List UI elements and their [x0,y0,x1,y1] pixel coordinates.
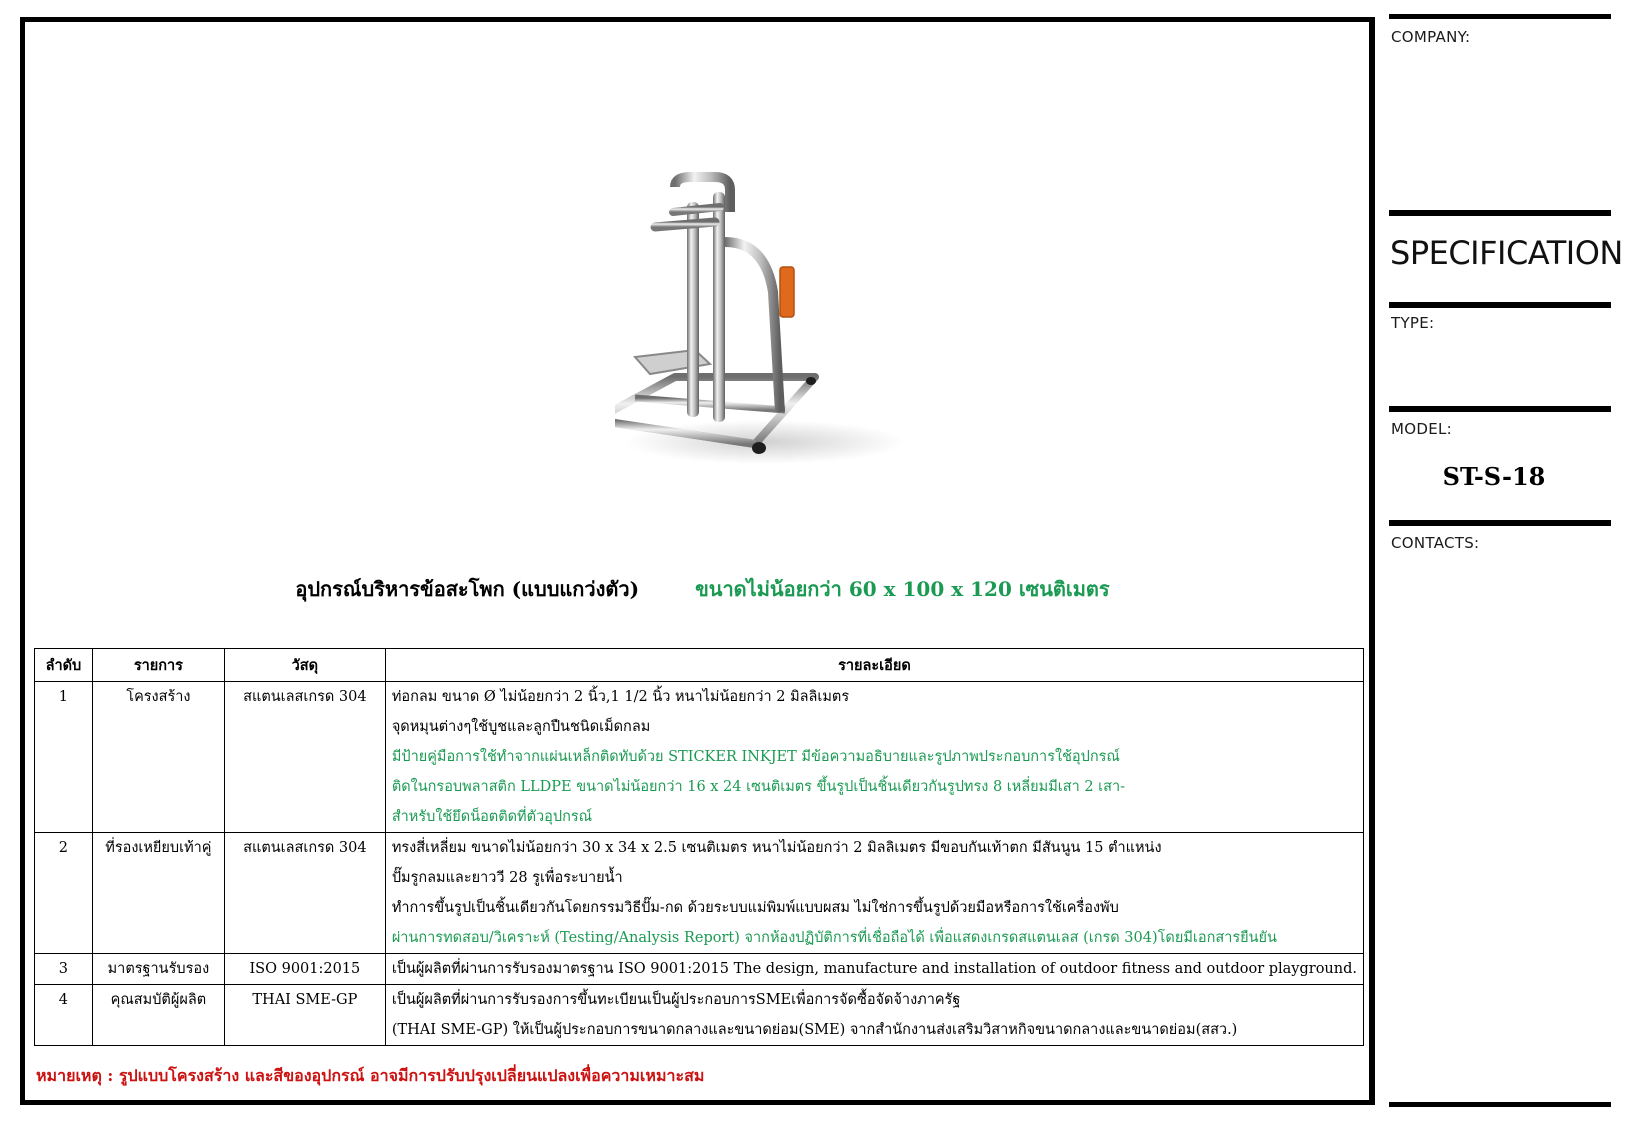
row-detail [385,954,1363,985]
spec-sidebar [1389,0,1623,1125]
row-item: โครงสร้าง [92,682,224,833]
row-no: 3 [35,954,93,985]
sidebar-divider [1389,14,1611,19]
row-material: สแตนเลสเกรด 304 [224,833,385,954]
row-material: THAI SME-GP [224,985,385,1046]
header-material: วัสดุ [224,649,385,682]
spec-table [34,648,1364,1046]
detail-line: จุดหมุนต่างๆใช้บูชและลูกปืนชนิดเม็ดกลม [391,719,651,735]
row-item: ที่รองเหยียบเท้าคู่ [92,833,224,954]
type-label: TYPE: [1391,314,1435,332]
detail-line: มีป้ายคู่มือการใช้ทำจากแผ่นเหล็กติดทับด้วย STICKER INKJET มีข้อความอธิบายและรูปภาพประกอบการใช้อุปกรณ์ [391,749,1120,765]
detail-line: ปั๊มรูกลมและยาววี 28 รูเพื่อระบายน้ำ [391,870,623,886]
sidebar-divider [1389,520,1611,526]
header-item: รายการ [92,649,224,682]
table-header-row [35,649,1364,682]
row-detail [385,985,1363,1046]
product-size: ขนาดไม่น้อยกว่า 60 x 100 x 120 เซนติเมตร [695,577,1110,601]
product-name: อุปกรณ์บริหารข้อสะโพก (แบบแกว่งตัว) [295,577,640,601]
row-material: สแตนเลสเกรด 304 [224,682,385,833]
row-material: ISO 9001:2015 [224,954,385,985]
detail-line: ผ่านการทดสอบ/วิเคราะห์ (Testing/Analysis Report) จากห้องปฏิบัติการที่เชื่อถือได้ เพื่อแสดงเกรดสแตนเลส (เกรด 304)โดยมีเอกสารยืนยัน [391,930,1277,946]
table-row [35,682,1364,833]
table-row [35,985,1364,1046]
company-label: COMPANY: [1391,28,1471,46]
sidebar-divider [1389,210,1611,216]
detail-line: เป็นผู้ผลิตที่ผ่านการรับรองการขึ้นทะเบียนเป็นผู้ประกอบการSMEเพื่อการจัดซื้อจัดจ้างภาครัฐ [391,992,961,1008]
detail-line: ท่อกลม ขนาด Ø ไม่น้อยกว่า 2 นิ้ว,1 1/2 นิ้ว หนาไม่น้อยกว่า 2 มิลลิเมตร [391,689,850,705]
table-row [35,833,1364,954]
product-image [615,172,915,472]
row-no: 1 [35,682,93,833]
row-detail [385,682,1363,833]
sidebar-divider [1389,1102,1611,1107]
sidebar-divider [1389,406,1611,412]
detail-line: เป็นผู้ผลิตที่ผ่านการรับรองมาตรฐาน ISO 9001:2015 The design, manufacture and installation of outdoor fitness and outdoor playground. [391,961,1357,977]
remark-note: หมายเหตุ : รูปแบบโครงสร้าง และสีของอุปกรณ์ อาจมีการปรับปรุงเปลี่ยนแปลงเพื่อความเหมาะสม [36,1066,705,1085]
specification-title: SPECIFICATION [1390,234,1623,272]
row-item: คุณสมบัติผู้ผลิต [92,985,224,1046]
sidebar-divider [1389,302,1611,308]
detail-line: สำหรับใช้ยึดน็อตติดที่ตัวอุปกรณ์ [391,809,593,825]
product-caption [25,573,1380,605]
contacts-label: CONTACTS: [1391,534,1480,552]
model-value: ST-S-18 [1442,462,1546,491]
row-no: 2 [35,833,93,954]
header-detail: รายละเอียด [385,649,1363,682]
detail-line: ทำการขึ้นรูปเป็นชิ้นเดียวกันโดยกรรมวิธีปั๊ม-กด ด้วยระบบแม่พิมพ์แบบผสม ไม่ใช่การขึ้นรูปด้วยมือหรือการใช้เครื่องพับ [391,900,1119,916]
row-detail [385,833,1363,954]
detail-line: ติดในกรอบพลาสติก LLDPE ขนาดไม่น้อยกว่า 16 x 24 เซนติเมตร ขึ้นรูปเป็นชิ้นเดียวกันรูปทรง 8 เหลี่ยมมีเสา 2 เสา- [391,779,1126,795]
row-no: 4 [35,985,93,1046]
row-item: มาตรฐานรับรอง [92,954,224,985]
header-no: ลำดับ [35,649,93,682]
table-row [35,954,1364,985]
detail-line: (THAI SME-GP) ให้เป็นผู้ประกอบการขนาดกลางและขนาดย่อม(SME) จากสำนักงานส่งเสริมวิสาหกิจขนาดกลางและขนาดย่อม(สสว.) [391,1022,1238,1038]
detail-line: ทรงสี่เหลี่ยม ขนาดไม่น้อยกว่า 30 x 34 x 2.5 เซนติเมตร หนาไม่น้อยกว่า 2 มิลลิเมตร มีขอบกันเท้าตก มีสันนูน 15 ตำแหน่ง [391,840,1162,856]
model-label: MODEL: [1391,420,1452,438]
